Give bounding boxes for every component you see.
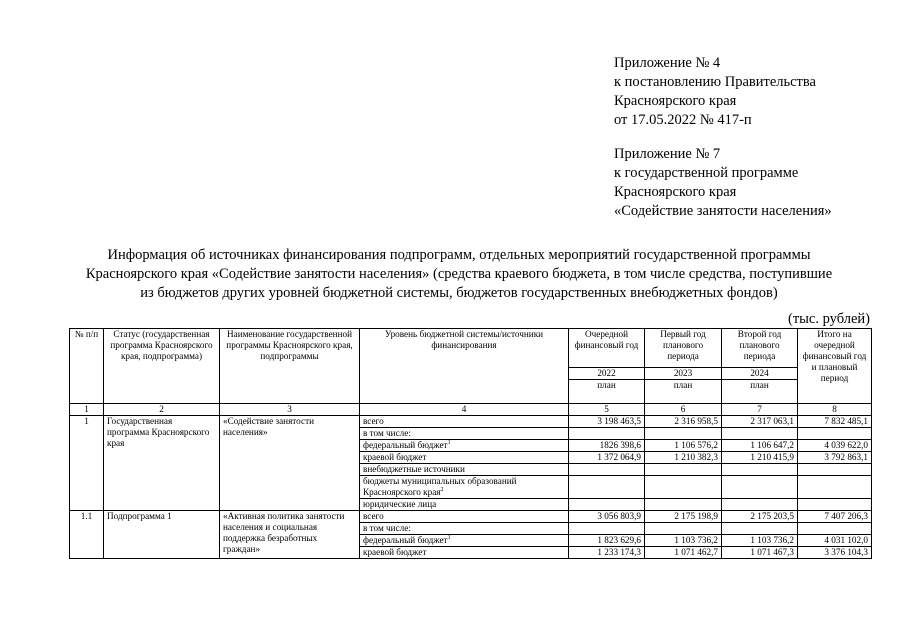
value-2022: 1826 398,6 [569,440,645,452]
value-2023: 1 106 576,2 [645,440,722,452]
value-total [798,476,872,499]
column-number: 1 [70,404,104,416]
column-number: 7 [722,404,798,416]
value-2024 [722,476,798,499]
header-line: Приложение № 4 [614,55,721,71]
level-text: бюджеты муниципальных образований Красноярского края [363,476,517,497]
value-total: 3 376 104,3 [798,547,872,559]
column-number: 3 [220,404,360,416]
plan-label: план [645,380,722,404]
value-2023 [645,499,722,511]
value-total: 4 039 622,0 [798,440,872,452]
title-line: из бюджетов других уровней бюджетной системы, бюджетов государственных внебюджетных фондов) [140,285,778,301]
value-total: 3 792 863,1 [798,452,872,464]
col-head-total: Итого на очередной финансовый год и плановый период [798,329,872,404]
value-2024 [722,464,798,476]
value-2024: 1 103 736,2 [722,535,798,547]
column-number: 4 [360,404,569,416]
value-2022 [569,464,645,476]
value-total [798,428,872,440]
value-2022 [569,499,645,511]
col-head-num: № п/п [70,329,104,404]
value-2023 [645,523,722,535]
footnote-mark: 1 [447,439,451,446]
value-2022 [569,476,645,499]
value-2022 [569,523,645,535]
level-label: в том числе: [360,428,569,440]
value-2022: 1 372 064,9 [569,452,645,464]
col-head-year2: Первый год планового периода [645,329,722,368]
value-2024: 1 071 467,3 [722,547,798,559]
table-row [70,416,872,428]
footnote-mark: 1 [447,534,451,541]
level-label: краевой бюджет [360,452,569,464]
col-head-year1: Очередной финансовый год [569,329,645,368]
col-head-name: Наименование государственной программы Красноярского края, подпрограммы [220,329,360,404]
row-status: Государственная программа Красноярского края [104,416,220,511]
col-head-level: Уровень бюджетной системы/источники финансирования [360,329,569,404]
value-2023 [645,428,722,440]
header-line: к постановлению Правительства [614,74,816,90]
header-row [70,329,872,368]
value-2022: 1 823 629,6 [569,535,645,547]
attachment-4-header [614,54,816,130]
level-label: всего [360,416,569,428]
value-total [798,464,872,476]
row-program-name: «Активная политика занятости населения и социальная поддержка безработных граждан» [220,511,360,559]
level-label [360,440,569,452]
year-2023: 2023 [645,368,722,380]
units-label: (тыс. рублей) [788,311,870,327]
value-2023: 1 071 462,7 [645,547,722,559]
row-number: 1 [70,416,104,511]
value-2024 [722,499,798,511]
value-2024: 2 175 203,5 [722,511,798,523]
value-2024: 1 210 415,9 [722,452,798,464]
attachment-7-header [614,145,832,221]
value-2024 [722,428,798,440]
row-status: Подпрограмма 1 [104,511,220,559]
plan-label: план [722,380,798,404]
value-total [798,523,872,535]
value-total: 7 832 485,1 [798,416,872,428]
value-total: 7 407 206,3 [798,511,872,523]
value-total: 4 031 102,0 [798,535,872,547]
level-label [360,535,569,547]
table-row [70,511,872,523]
value-2023: 1 210 382,3 [645,452,722,464]
col-head-year3: Второй год планового периода [722,329,798,368]
value-2024: 2 317 063,1 [722,416,798,428]
value-2024: 1 106 647,2 [722,440,798,452]
level-label: всего [360,511,569,523]
level-text: федеральный бюджет [363,535,448,545]
row-program-name: «Содействие занятости населения» [220,416,360,511]
level-label: внебюджетные источники [360,464,569,476]
value-2022: 3 198 463,5 [569,416,645,428]
footnote-mark: 2 [440,486,444,493]
value-2023 [645,464,722,476]
header-line: Приложение № 7 [614,146,721,162]
header-line: «Содействие занятости населения» [614,203,832,219]
level-label: юридические лица [360,499,569,511]
header-line: от 17.05.2022 № 417-п [614,112,752,128]
value-2024 [722,523,798,535]
column-number: 6 [645,404,722,416]
level-text: федеральный бюджет [363,440,448,450]
column-numbers-row [70,404,872,416]
financing-table [69,328,872,559]
value-total [798,499,872,511]
header-line: к государственной программе [614,165,799,181]
value-2023: 2 175 198,9 [645,511,722,523]
year-2022: 2022 [569,368,645,380]
column-number: 5 [569,404,645,416]
level-label: краевой бюджет [360,547,569,559]
value-2022: 1 233 174,3 [569,547,645,559]
value-2023: 1 103 736,2 [645,535,722,547]
title-line: Красноярского края «Содействие занятости населения» (средства краевого бюджета, в том числе средства, поступившие [85,266,833,282]
value-2023: 2 316 958,5 [645,416,722,428]
column-number: 2 [104,404,220,416]
plan-label: план [569,380,645,404]
document-title [40,246,878,303]
year-2024: 2024 [722,368,798,380]
level-label: в том числе: [360,523,569,535]
level-label [360,476,569,499]
col-head-status: Статус (государственная программа Красноярского края, подпрограмма) [104,329,220,404]
header-line: Красноярского края [614,184,737,200]
value-2022: 3 056 803,9 [569,511,645,523]
value-2023 [645,476,722,499]
row-number: 1.1 [70,511,104,559]
header-line: Красноярского края [614,93,737,109]
title-line: Информация об источниках финансирования подпрограмм, отдельных мероприятий государственной программы [107,247,811,263]
column-number: 8 [798,404,872,416]
value-2022 [569,428,645,440]
